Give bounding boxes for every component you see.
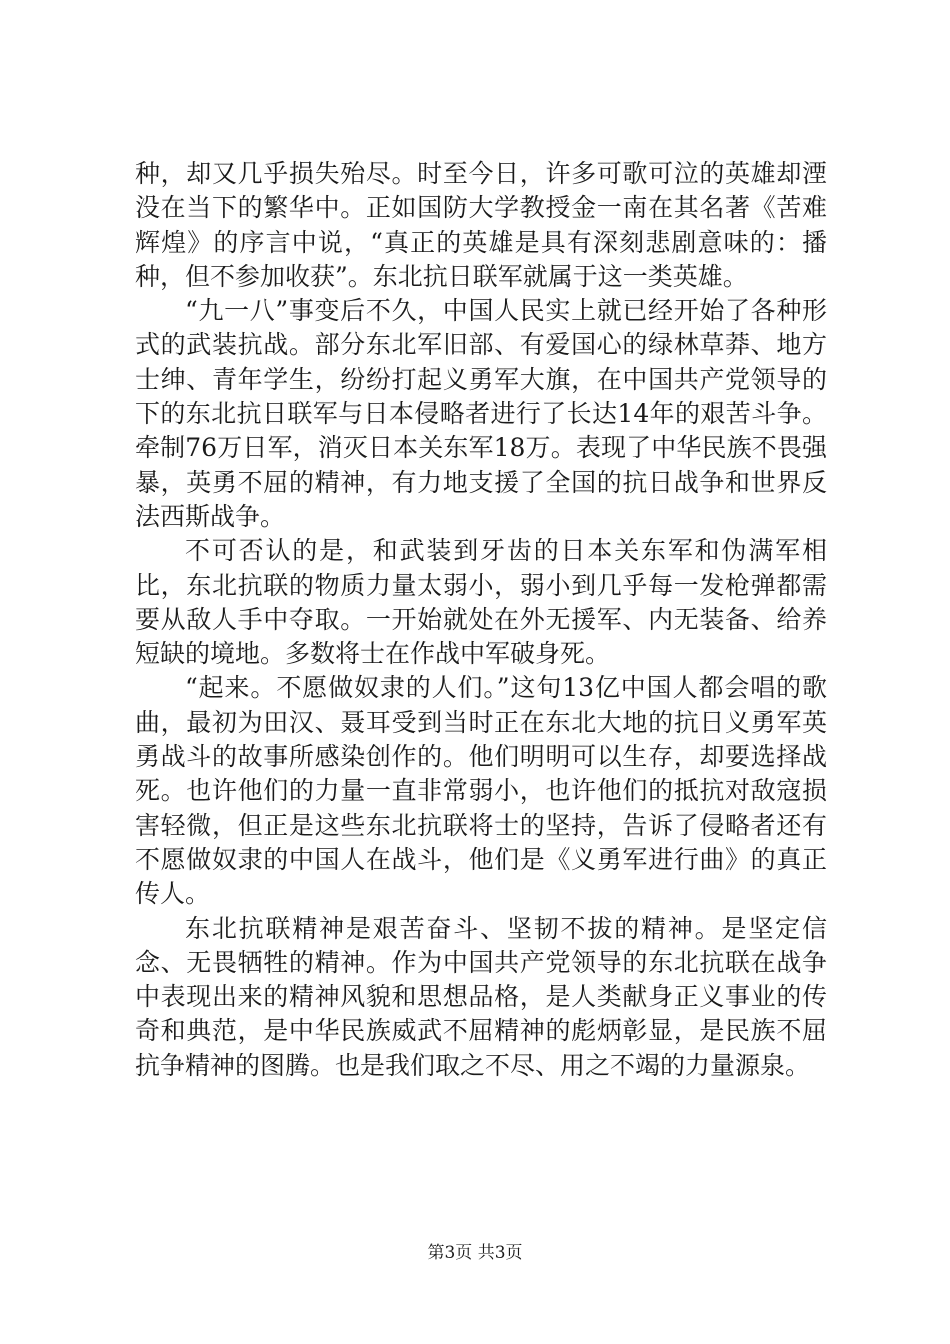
document-body bbox=[135, 157, 827, 1083]
page-number-footer: 第3页 共3页 bbox=[427, 1243, 523, 1263]
paragraph-continued: 种，却又几乎损失殆尽。时至今日，许多可歌可泣的英雄却湮没在当下的繁华中。正如国防大学教授金一南在其名著《苦难辉煌》的序言中说，“真正的英雄是具有深刻悲剧意味的：播种，但不参加收获”。东北抗日联军就属于这一类英雄。 bbox=[135, 159, 827, 291]
paragraph-anthem: “起来。不愿做奴隶的人们。”这句13亿中国人都会唱的歌曲，最初为田汉、聂耳受到当时正在东北大地的抗日义勇军英勇战斗的故事所感染创作的。他们明明可以生存，却要选择战死。也许他们的力量一直非常弱小，也许他们的抵抗对敌寇损害轻微，但正是这些东北抗联将士的坚持，告诉了侵略者还有不愿做奴隶的中国人在战斗，他们是《义勇军进行曲》的真正传人。 bbox=[135, 673, 827, 909]
paragraph-spirit: 东北抗联精神是艰苦奋斗、坚韧不拔的精神。是坚定信念、无畏牺牲的精神。作为中国共产党领导的东北抗联在战争中表现出来的精神风貌和思想品格，是人类献身正义事业的传奇和典范，是中华民族威武不屈精神的彪炳彰显，是民族不屈抗争精神的图腾。也是我们取之不尽、用之不竭的力量源泉。 bbox=[135, 913, 827, 1080]
paragraph-material-strength: 不可否认的是，和武装到牙齿的日本关东军和伪满军相比，东北抗联的物质力量太弱小，弱小到几乎每一发枪弹都需要从敌人手中夺取。一开始就处在外无援军、内无装备、给养短缺的境地。多数将士在作战中军破身死。 bbox=[135, 536, 827, 669]
paragraph-september-18: “九一八”事变后不久，中国人民实上就已经开始了各种形式的武装抗战。部分东北军旧部、有爱国心的绿林草莽、地方士绅、青年学生，纷纷打起义勇军大旗，在中国共产党领导的下的东北抗日联军与日本侵略者进行了长达14年的艰苦斗争。牵制76万日军，消灭日本关东军18万。表现了中华民族不畏强暴，英勇不屈的精神，有力地支援了全国的抗日战争和世界反法西斯战争。 bbox=[135, 296, 827, 531]
